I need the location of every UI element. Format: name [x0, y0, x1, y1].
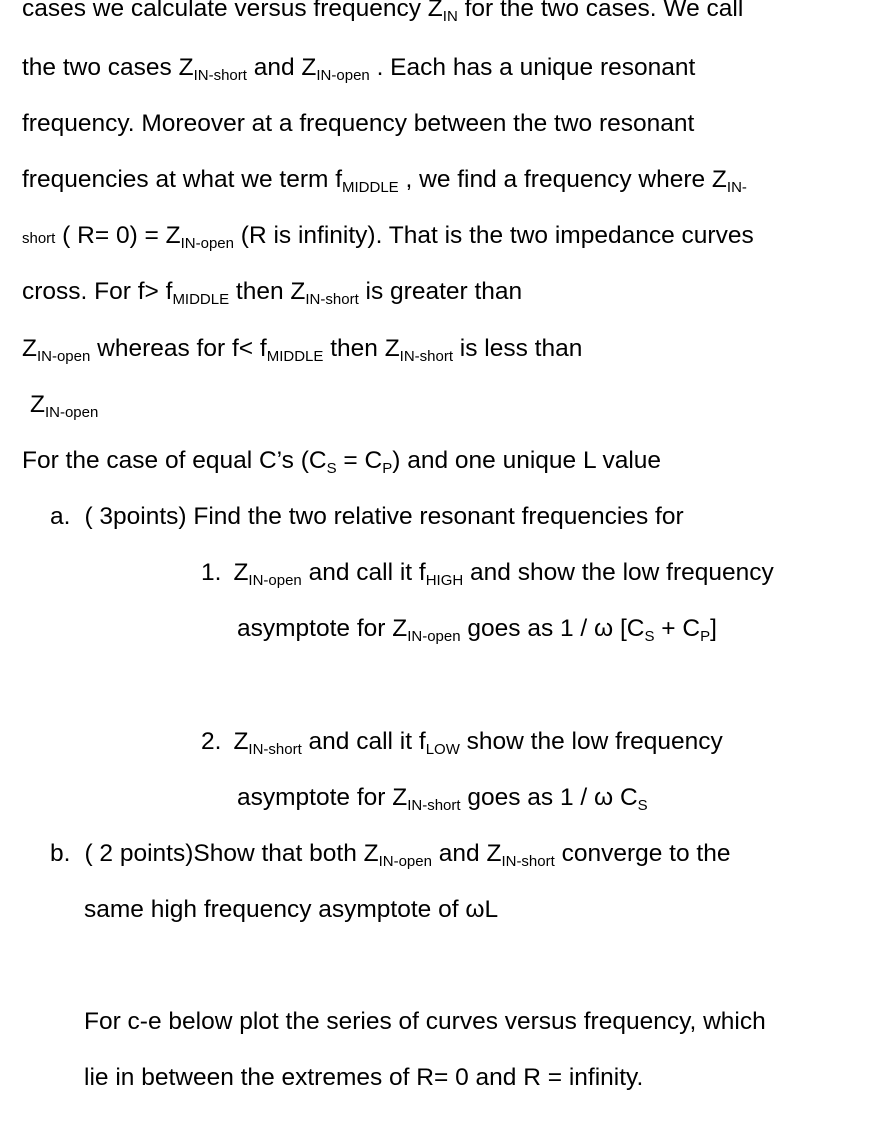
item-2-line-2: asymptote for $Z_{IN-short}$ goes as 1 / ω $C_S$ — [237, 784, 648, 814]
text-line-5: short ( $R= 0) = Z_{IN-open}$ (R is infinity). That is the two impedance curves — [22, 222, 754, 252]
item-1-line-2: asymptote for $Z_{IN-open}$ goes as 1 / ω $[C_S + C_P]$ — [237, 615, 717, 645]
item-2-line-1: 2. $Z_{IN-short}$ and call it $f_{LOW}$ show the low frequency — [201, 728, 723, 758]
paragraph-c-line-2: lie in between the extremes of R= 0 and R = infinity. — [84, 1064, 644, 1091]
text-line-6: cross. For $f> f_{MIDDLE}$ then $Z_{IN-short}$ is greater than — [22, 278, 523, 308]
text-line-1: cases we calculate versus frequency $Z_{IN}$ for the two cases. We call — [22, 0, 744, 25]
text-line-2: the two cases $Z_{IN-short}$ and $Z_{IN-open}$ . Each has a unique resonant — [22, 54, 696, 84]
item-b: b. ( 2 points)Show that both $Z_{IN-open}$ and $Z_{IN-short}$ converge to the — [50, 840, 731, 870]
item-a-marker: a. — [50, 503, 71, 530]
text-line-8: $Z_{IN-open}$ — [30, 391, 99, 421]
item-2-marker: 2. — [201, 728, 222, 755]
text-line-4: frequencies at what we term $f_{MIDDLE}$ , we find a frequency where $Z_{IN-}$ — [22, 166, 747, 196]
item-b-line-2: same high frequency asymptote of ωL — [84, 896, 499, 923]
item-b-marker: b. — [50, 840, 71, 867]
text-line-3: frequency. Moreover at a frequency between the two resonant — [22, 110, 695, 137]
item-1-marker: 1. — [201, 559, 222, 586]
item-1-line-1: 1. $Z_{IN-open}$ and call it $f_{HIGH}$ and show the low frequency — [201, 559, 774, 589]
text-line-7: $Z_{IN-open}$ whereas for $f< f_{MIDDLE}$ then $Z_{IN-short}$ is less than — [22, 335, 583, 365]
paragraph-c-line-1: For c-e below plot the series of curves versus frequency, which — [84, 1008, 766, 1035]
text-line-9: For the case of equal C’s $(C_S = C_P)$ and one unique L value — [22, 447, 662, 477]
item-a: a. ( 3points) Find the two relative resonant frequencies for — [50, 503, 684, 530]
